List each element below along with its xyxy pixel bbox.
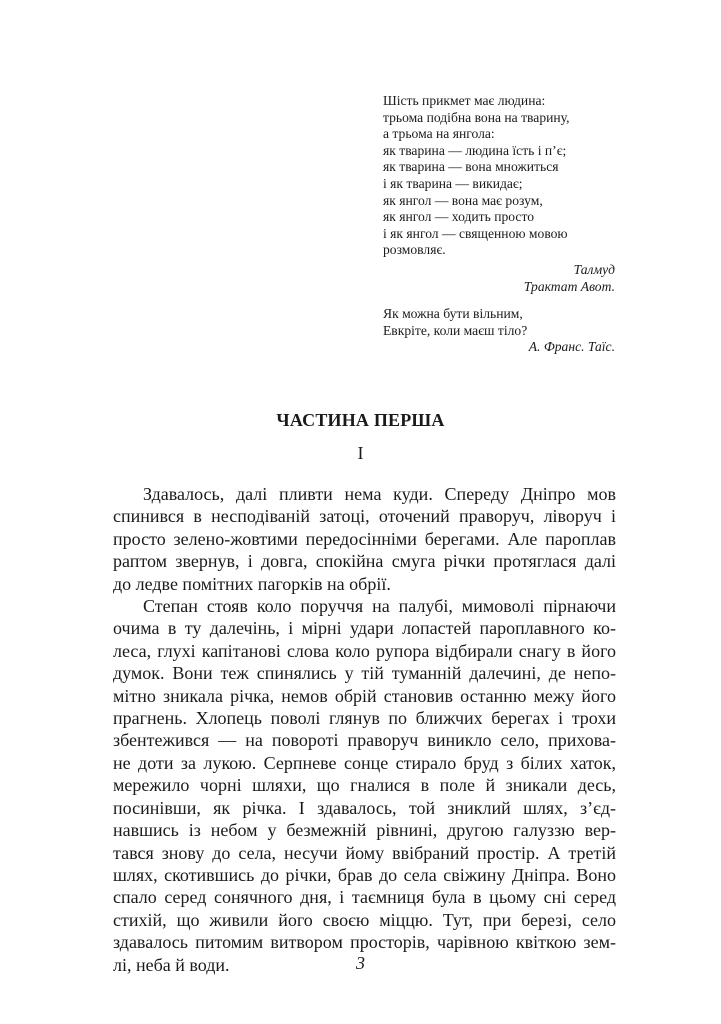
text-line: не доти за лукою. Серпневе сонце стирало бруд з білих хаток, — [113, 752, 616, 773]
text-line: Степан стояв коло поруччя на палубі, мимоволі пірнаючи — [143, 596, 616, 617]
epigraph-source-tractate: Трактат Авот. — [523, 278, 615, 294]
epigraph-source-talmud: Талмуд — [573, 261, 615, 277]
text-line: стихій, що живили його своєю міццю. Тут, при березі, село — [113, 909, 616, 930]
text-line: просто зелено-жовтими передосінніми берегами. Але пароплав — [113, 528, 616, 549]
epigraph-line: а трьома на янгола: — [383, 126, 495, 142]
epigraph-line: як тварина — людина їсть і п’є; — [383, 142, 567, 158]
epigraph-line: як тварина — вона множиться — [383, 159, 559, 175]
text-line: тався знову до села, несучи йому ввібраний простір. А третій — [113, 842, 616, 863]
epigraph-line: Як можна бути вільним, — [383, 306, 523, 322]
epigraph-line: трьома подібна вона на тварину, — [383, 109, 570, 125]
text-line: раптом звернув, і довга, спокійна смуга річки протяглася далі — [113, 551, 616, 572]
text-line: лі, неба й води. — [113, 954, 230, 975]
text-line: Здавалось, далі пливти нема куди. Спереду Дніпро мов — [143, 484, 616, 504]
epigraph-france-quote — [383, 306, 615, 339]
epigraph — [383, 93, 615, 356]
paragraph — [113, 595, 616, 976]
text-line: спало серед сонячного дня, і таємниця була в цьому сні серед — [113, 887, 616, 908]
text-line: збентежився — на повороті праворуч виникло село, прихова- — [113, 730, 616, 751]
text-line: спинився в несподіваній затоці, оточений праворуч, ліворуч і — [113, 506, 616, 527]
part-title: ЧАСТИНА ПЕРША — [276, 410, 445, 430]
text-line: шлях, скотившись до річки, брав до села свіжину Дніпра. Воно — [113, 864, 616, 885]
text-line: очима в ту далечінь, і мірні удари лопастей пароплавного ко- — [113, 618, 616, 639]
epigraph-source-france: А. Франс. Таїс. — [528, 339, 615, 355]
text-line: здавалось питомим витвором просторів, чарівною квіткою зем- — [113, 932, 616, 953]
epigraph-line: як янгол — ходить просто — [383, 209, 535, 225]
text-line: посинівши, як річка. І здавалось, той зниклий шлях, з’єд- — [113, 797, 616, 818]
epigraph-line: і як янгол — священною мовою — [383, 225, 568, 241]
text-line: леса, глухі капітанові слова коло рупора відбирали снагу в його — [113, 640, 616, 661]
page-number: 3 — [356, 953, 365, 973]
text-line: мітно зникала річка, немов обрій становив останню межу його — [113, 685, 616, 706]
epigraph-line: Шість прикмет має людина: — [383, 93, 546, 108]
text-line: думок. Вони теж спинялись у тій туманній далечині, де непо- — [113, 663, 616, 684]
text-line: до ледве помітних пагорків на обрії. — [113, 573, 391, 594]
epigraph-line: і як тварина — викидає; — [383, 175, 523, 191]
epigraph-line: як янгол — вона має розум, — [383, 192, 543, 208]
epigraph-talmud-quote — [383, 93, 615, 259]
paragraph — [113, 483, 616, 595]
text-line: навшись із небом у безмежній рівнині, другою галуззю вер- — [113, 820, 616, 841]
text-line: мережило чорні шляхи, що гналися в поле й зникали десь, — [113, 775, 616, 796]
body-text — [113, 483, 616, 976]
epigraph-line: Евкріте, коли маєш тіло? — [383, 322, 528, 338]
text-line: прагнень. Хлопець поволі глянув по ближчих берегах і трохи — [113, 708, 616, 729]
chapter-number: I — [357, 443, 364, 463]
epigraph-line: розмовляє. — [383, 242, 446, 258]
